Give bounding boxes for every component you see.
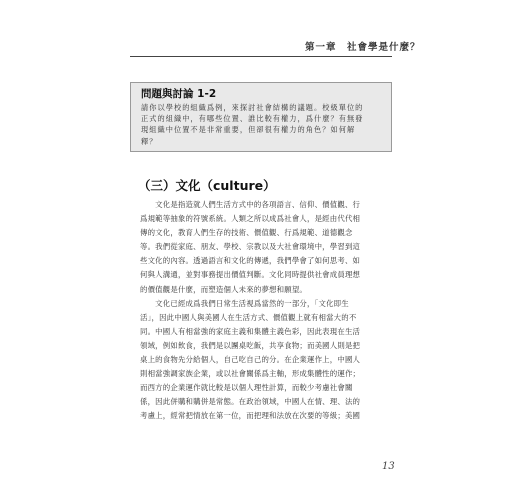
body-line: 則相當強調家族企業，或以社會關係爲主軸，形成集體性的運作； — [140, 369, 361, 379]
body-line: 係，因此併購和購併是常態。在政治領域，中國人在情、理、法的 — [140, 397, 361, 407]
section-heading: （三）文化（culture） — [138, 178, 276, 193]
discussion-line: 正式的組織中，有哪些位置、誰比較有權力，爲什麼？有無發 — [141, 114, 364, 124]
discussion-box — [130, 82, 392, 152]
discussion-line: 現組織中位置不是非常重要，但卻很有權力的角色？如何解 — [141, 125, 356, 135]
body-line: 傳的文化，教育人們生存的技術、價值觀、行爲規範、道德觀念 — [140, 228, 353, 238]
page-number: 13 — [382, 461, 395, 472]
body-line: 何與人溝通，並對事務提出價值判斷。文化同時提供社會成員理想 — [140, 270, 361, 280]
body-line: 文化是指造就人們生活方式中的各項語言、信仰、價值觀、行 — [140, 200, 361, 209]
header-rule — [130, 56, 392, 57]
body-line: 考慮上，經常把情放在第一位，而把理和法放在次要的等級；美國 — [140, 411, 361, 421]
body-text — [140, 198, 395, 424]
body-line: 爲規範等抽象的符號系統。人類之所以成爲社會人，是經由代代相 — [140, 214, 361, 224]
discussion-line: 請你以學校的組織爲例，來探討社會結構的議題。校級單位的 — [141, 103, 364, 112]
body-line: 而西方的企業運作就比較是以個人理性計算，而較少考慮社會關 — [140, 383, 353, 393]
discussion-line: 釋？ — [141, 136, 158, 146]
body-line: 同。中國人有相當強的家庭主義和集體主義色彩，因此表現在生活 — [140, 326, 361, 336]
body-line: 領域，例如飲食，我們是以團桌吃飯，共享食物；而美國人則是把 — [140, 340, 361, 350]
body-line: 文化已經成爲我們日常生活視爲當然的一部分，「文化即生 — [140, 298, 349, 308]
body-line: 活」，因此中國人與美國人在生活方式、價值觀上就有相當大的不 — [140, 312, 357, 322]
body-line: 等。我們從家庭、朋友、學校、宗教以及大社會環境中，學習到這 — [140, 242, 361, 252]
body-line: 的價值觀是什麼，而塑造個人未來的夢想和願望。 — [140, 284, 307, 294]
running-header: 第一章 社會學是什麼？ — [305, 42, 421, 53]
discussion-box-title: 問題與討論 1-2 — [141, 88, 217, 100]
body-line: 些文化的內容。透過語言和文化的傳遞，我們學會了如何思考、如 — [140, 256, 361, 266]
body-line: 桌上的食物先分給個人，自己吃自己的分。在企業運作上，中國人 — [140, 355, 361, 365]
